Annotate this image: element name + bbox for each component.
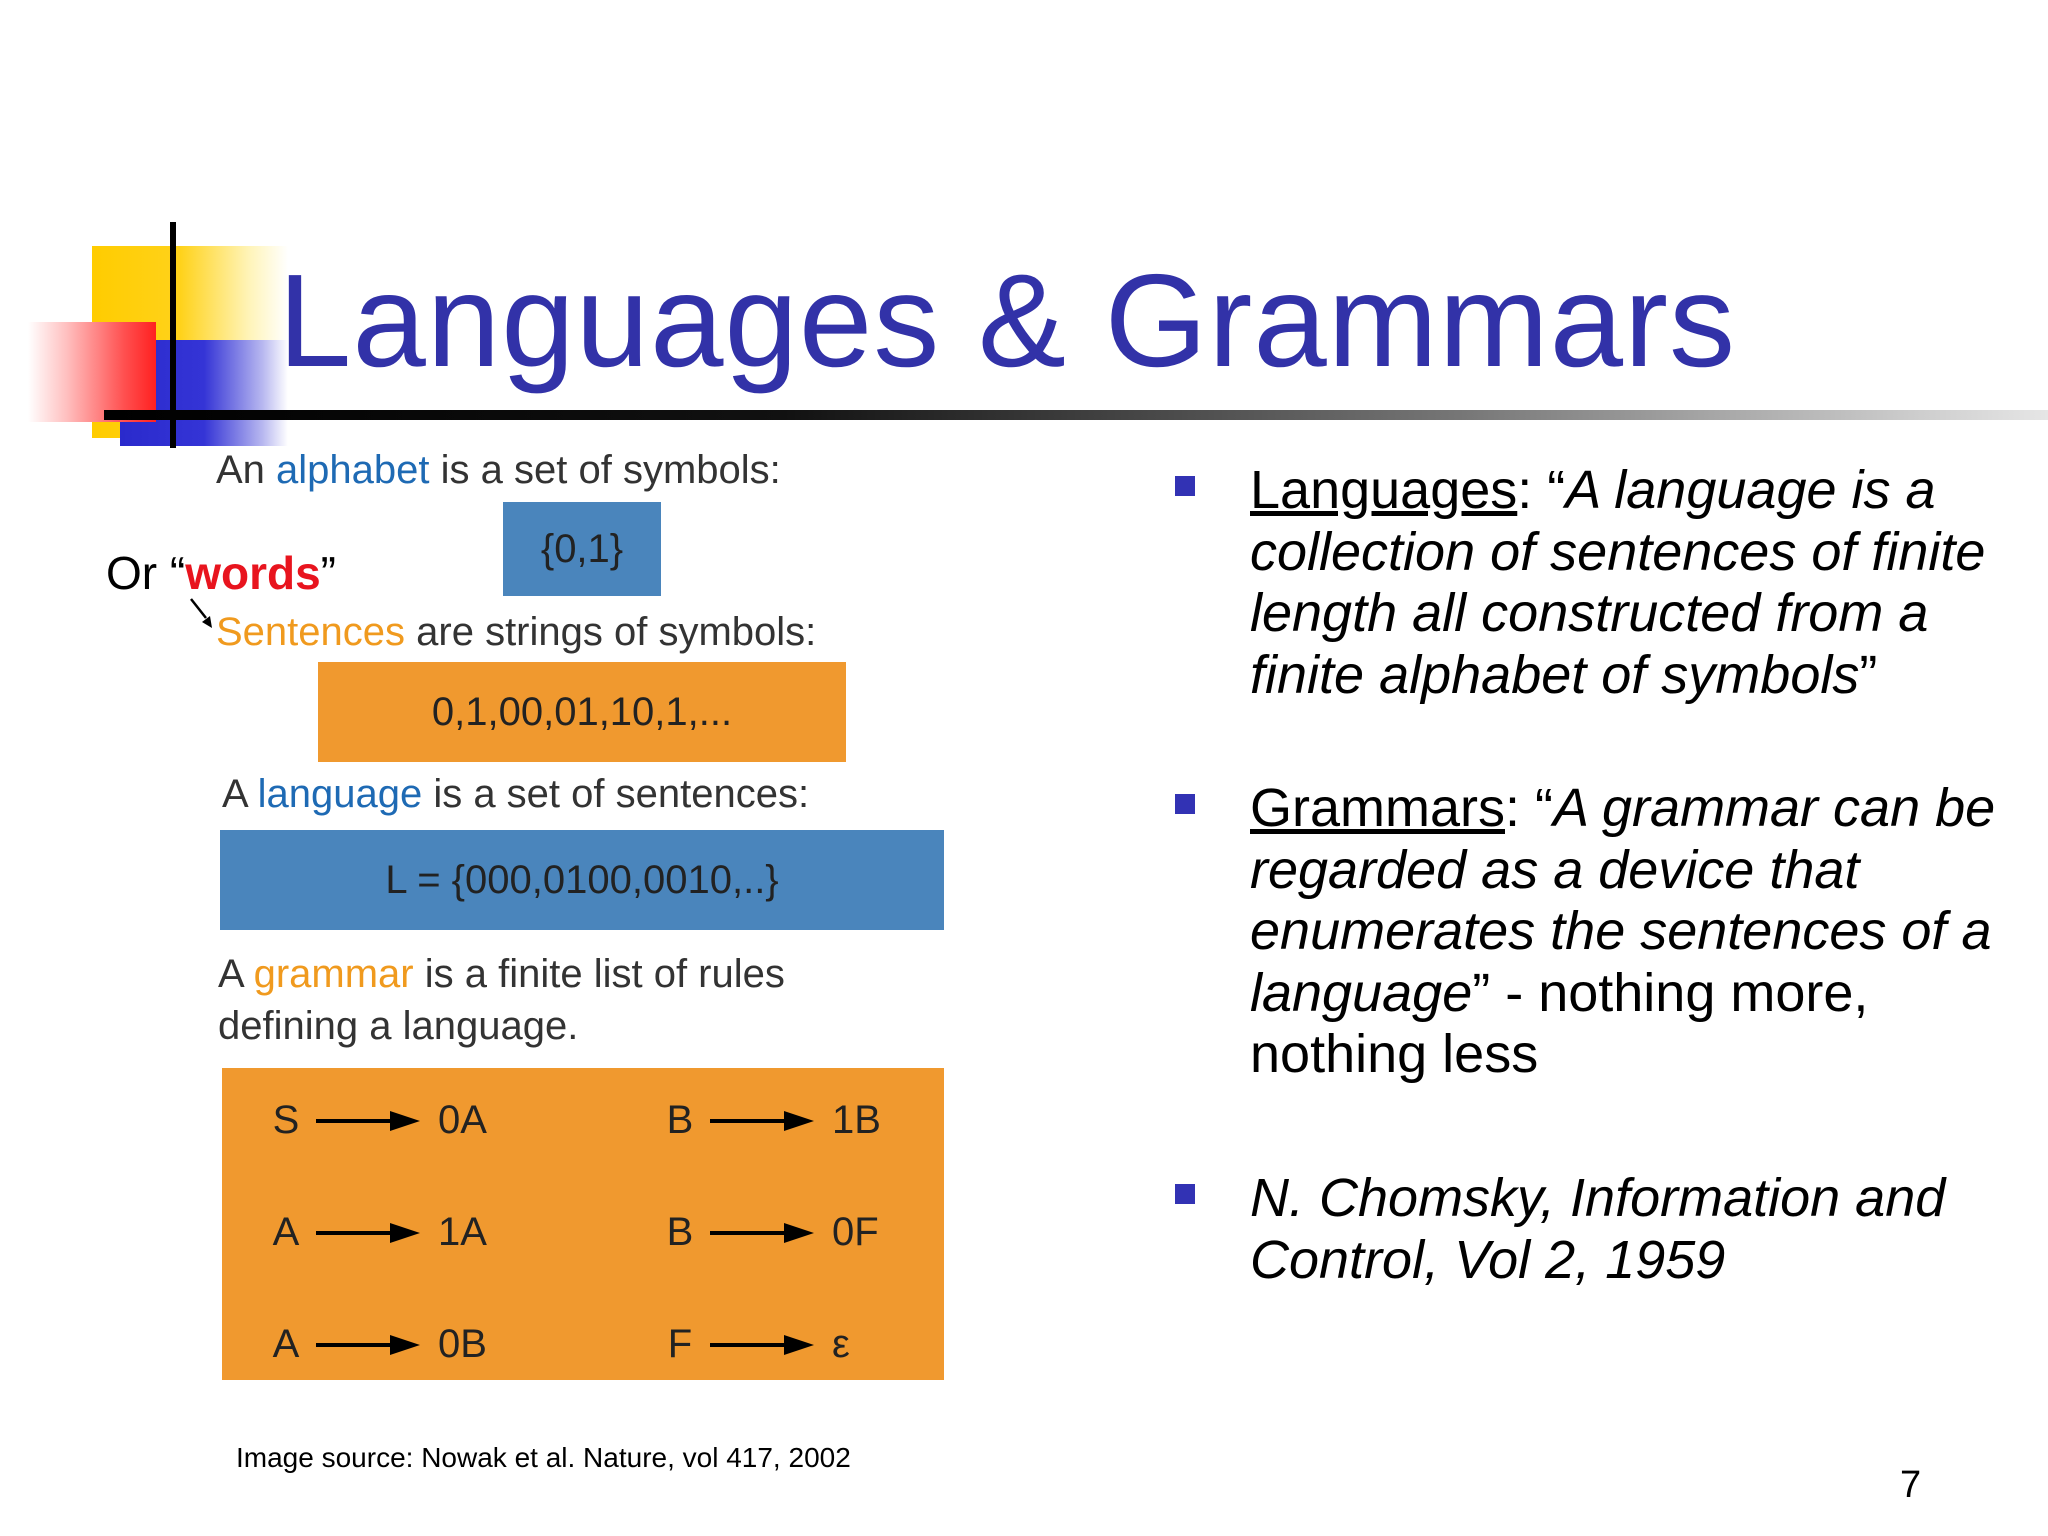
language-caption bbox=[222, 770, 809, 818]
rule-lhs: S bbox=[272, 1098, 300, 1142]
rule-lhs: F bbox=[667, 1322, 693, 1366]
image-source-caption: Image source: Nowak et al. Nature, vol 417, 2002 bbox=[236, 1442, 851, 1473]
right-arrow-icon bbox=[710, 1333, 814, 1357]
rule-row bbox=[266, 1322, 487, 1367]
bullet-separator: : “ bbox=[1505, 778, 1553, 838]
rule-rhs: 0F bbox=[832, 1210, 879, 1254]
right-arrow-icon bbox=[316, 1221, 420, 1245]
slide-title: Languages & Grammars bbox=[278, 247, 1737, 394]
rule-lhs: B bbox=[666, 1210, 694, 1254]
right-arrow-icon bbox=[316, 1109, 420, 1133]
rule-rhs: 1A bbox=[438, 1210, 487, 1254]
caption-text: A bbox=[222, 772, 258, 816]
rule-rhs: 0A bbox=[438, 1098, 487, 1142]
small-arrow-icon bbox=[188, 596, 218, 630]
caption-text: is a set of sentences: bbox=[422, 772, 810, 816]
bullet-citation bbox=[1250, 1168, 2010, 1291]
bullet-separator: : “ bbox=[1517, 460, 1566, 520]
caption-text: are strings of symbols: bbox=[405, 610, 817, 654]
alphabet-caption bbox=[216, 446, 781, 494]
rule-rhs: 0B bbox=[438, 1322, 487, 1366]
page-number: 7 bbox=[1900, 1464, 1922, 1506]
bullet-quote: A grammar can be regarded as a device that enumerates the sentences of a language bbox=[1250, 778, 1996, 1023]
rule-row bbox=[660, 1322, 850, 1367]
grammar-caption bbox=[218, 950, 785, 998]
logo-red-block bbox=[28, 322, 156, 422]
rule-row bbox=[266, 1210, 487, 1255]
grammar-term: grammar bbox=[253, 952, 414, 996]
bullet-term: Grammars bbox=[1250, 778, 1505, 838]
title-underline-rule bbox=[104, 410, 2048, 420]
citation-text: N. Chomsky, Information and Control, Vol 2, 1959 bbox=[1250, 1168, 1946, 1290]
rule-row bbox=[660, 1098, 881, 1143]
right-arrow-icon bbox=[710, 1221, 814, 1245]
rule-rhs: 1B bbox=[832, 1098, 881, 1142]
sentences-caption bbox=[216, 608, 816, 656]
right-arrow-icon bbox=[710, 1109, 814, 1133]
sentences-term: Sentences bbox=[216, 610, 406, 654]
alphabet-term: alphabet bbox=[276, 448, 430, 492]
words-note-text: ” bbox=[320, 547, 336, 599]
rules-box bbox=[222, 1068, 944, 1380]
rule-lhs: A bbox=[272, 1210, 300, 1254]
square-bullet-icon bbox=[1175, 1184, 1195, 1204]
bullet-ending: ” bbox=[1859, 644, 1878, 705]
grammar-caption-line2: defining a language. bbox=[218, 1004, 579, 1048]
words-note bbox=[106, 546, 336, 600]
bullet-grammars bbox=[1250, 778, 2010, 1086]
bullet-ending: ” - nothing more, nothing less bbox=[1250, 962, 1869, 1084]
caption-text: An bbox=[216, 448, 277, 492]
language-term: language bbox=[257, 772, 423, 816]
right-arrow-icon bbox=[316, 1333, 420, 1357]
rule-lhs: A bbox=[272, 1322, 300, 1366]
alphabet-box: {0,1} bbox=[503, 502, 661, 596]
caption-text: is a set of symbols: bbox=[429, 448, 781, 492]
bullet-quote: A language is a collection of sentences of finite length all constructed from a finite alphabet of symbols bbox=[1250, 460, 1986, 705]
square-bullet-icon bbox=[1175, 476, 1195, 496]
words-emphasis: words bbox=[185, 547, 321, 599]
rule-lhs: B bbox=[666, 1098, 694, 1142]
words-note-text: Or “ bbox=[106, 547, 186, 599]
bullet-languages bbox=[1250, 460, 2010, 706]
rule-row bbox=[660, 1210, 879, 1255]
rule-rhs: ε bbox=[832, 1322, 850, 1366]
rule-row bbox=[266, 1098, 487, 1143]
square-bullet-icon bbox=[1175, 794, 1195, 814]
language-box: L = {000,0100,0010,..} bbox=[220, 830, 944, 930]
bullet-term: Languages bbox=[1250, 460, 1518, 520]
caption-text: is a finite list of rules bbox=[413, 952, 785, 996]
sentences-box: 0,1,00,01,10,1,... bbox=[318, 662, 846, 762]
caption-text: A bbox=[218, 952, 254, 996]
